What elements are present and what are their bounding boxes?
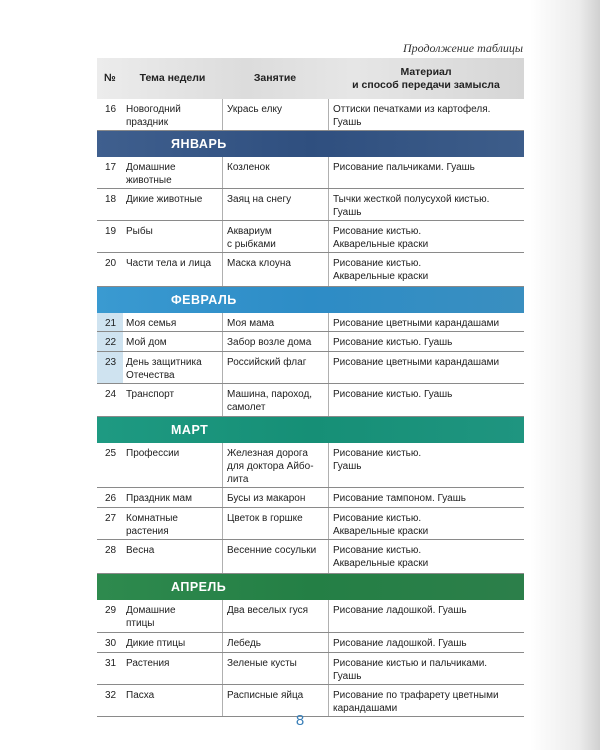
row-lesson xyxy=(222,443,328,487)
header-material xyxy=(328,58,524,99)
row-material-line: Оттиски печатками из картофеля. xyxy=(333,104,491,115)
row-theme xyxy=(123,443,222,487)
row-lesson xyxy=(222,313,328,331)
row-material-line: Рисование кистью. xyxy=(333,448,422,459)
schedule-table xyxy=(97,58,524,717)
table-row xyxy=(97,488,524,508)
row-theme xyxy=(123,221,222,252)
table-row xyxy=(97,313,524,332)
row-lesson xyxy=(222,384,328,416)
header-num: № xyxy=(104,72,116,84)
row-number: 30 xyxy=(105,638,117,649)
row-lesson-line: лита xyxy=(227,474,249,485)
row-number: 23 xyxy=(97,352,123,383)
row-theme xyxy=(123,99,222,130)
row-theme xyxy=(123,313,222,331)
row-theme-line: птицы xyxy=(126,618,155,629)
row-theme xyxy=(123,352,222,383)
row-material xyxy=(328,488,524,507)
row-material-line: Гуашь xyxy=(333,207,362,218)
row-theme-line: Домашние xyxy=(126,605,176,616)
row-lesson xyxy=(222,352,328,383)
row-theme-line: Транспорт xyxy=(126,389,175,400)
row-lesson xyxy=(222,508,328,539)
row-theme-line: Комнатные xyxy=(126,513,178,524)
header-theme: Тема недели xyxy=(139,72,206,84)
row-theme-line: Дикие животные xyxy=(126,194,203,205)
row-theme-line: Пасха xyxy=(126,690,155,701)
row-material xyxy=(328,313,524,331)
row-material-line: Акварельные краски xyxy=(333,271,429,282)
row-material xyxy=(328,99,524,130)
month-band-march: МАРТ xyxy=(97,417,524,443)
row-material-line: Рисование ладошкой. Гуашь xyxy=(333,638,467,649)
row-lesson-line: Российский флаг xyxy=(227,357,307,368)
row-material-line: Рисование цветными карандашами xyxy=(333,318,500,329)
row-lesson-line: Бусы из макарон xyxy=(227,493,306,504)
month-band-january: ЯНВАРЬ xyxy=(97,131,524,157)
row-theme xyxy=(123,600,222,632)
table-row xyxy=(97,332,524,352)
row-theme xyxy=(123,508,222,539)
table-row xyxy=(97,443,524,488)
row-lesson-line: Машина, пароход, xyxy=(227,389,313,400)
month-band-april: АПРЕЛЬ xyxy=(97,574,524,600)
row-theme-line: растения xyxy=(126,526,169,537)
row-theme-line: Растения xyxy=(126,658,170,669)
row-material-line: Рисование кистью. xyxy=(333,513,422,524)
table-row xyxy=(97,221,524,253)
row-theme-line: Части тела и лица xyxy=(126,258,212,269)
row-lesson xyxy=(222,99,328,130)
row-material-line: Тычки жесткой полусухой кистью. xyxy=(333,194,490,205)
row-material-line: Гуашь xyxy=(333,117,362,128)
table-row xyxy=(97,653,524,685)
row-material xyxy=(328,332,524,351)
row-theme xyxy=(123,384,222,416)
row-material xyxy=(328,653,524,684)
row-theme-line: Дикие птицы xyxy=(126,638,186,649)
row-lesson-line: Зеленые кусты xyxy=(227,658,297,669)
row-number: 26 xyxy=(105,493,117,504)
row-theme-line: Моя семья xyxy=(126,318,177,329)
row-material xyxy=(328,221,524,252)
row-number: 16 xyxy=(105,104,117,115)
row-lesson-line: Заяц на снегу xyxy=(227,194,292,205)
row-material xyxy=(328,633,524,652)
row-material xyxy=(328,600,524,632)
row-number: 27 xyxy=(105,513,117,524)
table-row xyxy=(97,540,524,574)
row-material-line: Рисование кистью. Гуашь xyxy=(333,337,453,348)
header-lesson: Занятие xyxy=(253,72,297,84)
row-material-line: Рисование тампоном. Гуашь xyxy=(333,493,466,504)
row-number: 31 xyxy=(105,658,117,669)
row-material xyxy=(328,352,524,383)
row-material-line: Рисование кистью. xyxy=(333,258,422,269)
row-number: 19 xyxy=(105,226,117,237)
row-theme xyxy=(123,157,222,188)
row-theme xyxy=(123,488,222,507)
row-lesson-line: с рыбками xyxy=(227,239,276,250)
row-number: 20 xyxy=(105,258,117,269)
header-material-line2: и способ передачи замысла xyxy=(352,78,500,91)
row-lesson-line: Два веселых гуся xyxy=(227,605,309,616)
row-theme xyxy=(123,540,222,573)
table-row xyxy=(97,99,524,131)
row-lesson-line: Железная дорога xyxy=(227,448,308,459)
row-material-line: Рисование ладошкой. Гуашь xyxy=(333,605,467,616)
row-theme-line: Весна xyxy=(126,545,155,556)
row-theme-line: День защитника xyxy=(126,357,202,368)
row-theme xyxy=(123,332,222,351)
row-lesson xyxy=(222,600,328,632)
row-material-line: Гуашь xyxy=(333,461,362,472)
row-lesson xyxy=(222,189,328,220)
row-material xyxy=(328,157,524,188)
month-band-february: ФЕВРАЛЬ xyxy=(97,287,524,313)
row-number: 29 xyxy=(105,605,117,616)
row-material-line: Рисование кистью. Гуашь xyxy=(333,389,453,400)
row-lesson xyxy=(222,253,328,286)
row-lesson xyxy=(222,157,328,188)
table-row xyxy=(97,600,524,633)
page-number: 8 xyxy=(295,712,305,729)
row-theme xyxy=(123,653,222,684)
row-material-line: Акварельные краски xyxy=(333,239,429,250)
row-material xyxy=(328,443,524,487)
row-lesson xyxy=(222,488,328,507)
row-lesson-line: самолет xyxy=(227,402,266,413)
row-material-line: Акварельные краски xyxy=(333,558,429,569)
row-material-line: Рисование пальчиками. Гуашь xyxy=(333,162,475,173)
row-material xyxy=(328,189,524,220)
row-lesson xyxy=(222,540,328,573)
row-lesson-line: Цветок в горшке xyxy=(227,513,303,524)
row-theme-line: праздник xyxy=(126,117,169,128)
row-theme xyxy=(123,189,222,220)
row-lesson-line: Укрась елку xyxy=(227,104,282,115)
row-number: 28 xyxy=(105,545,117,556)
row-number: 25 xyxy=(105,448,117,459)
row-theme-line: Рыбы xyxy=(126,226,153,237)
row-lesson-line: Расписные яйца xyxy=(227,690,304,701)
header-material-line1: Материал xyxy=(400,65,452,78)
row-theme-line: Мой дом xyxy=(126,337,167,348)
row-theme-line: Профессии xyxy=(126,448,180,459)
row-number: 32 xyxy=(105,690,117,701)
row-lesson xyxy=(222,653,328,684)
row-number: 22 xyxy=(97,332,123,351)
row-material xyxy=(328,384,524,416)
continuation-caption: Продолжение таблицы xyxy=(402,41,523,55)
row-lesson-line: Козленок xyxy=(227,162,270,173)
row-theme-line: Праздник мам xyxy=(126,493,192,504)
row-material-line: карандашами xyxy=(333,703,398,714)
row-theme-line: Домашние xyxy=(126,162,176,173)
row-theme-line: Новогодний xyxy=(126,104,181,115)
row-material xyxy=(328,508,524,539)
row-lesson xyxy=(222,221,328,252)
row-theme-line: животные xyxy=(126,175,172,186)
row-material-line: Гуашь xyxy=(333,671,362,682)
row-lesson-line: Забор возле дома xyxy=(227,337,312,348)
row-number: 17 xyxy=(105,162,117,173)
row-theme xyxy=(123,253,222,286)
table-row xyxy=(97,189,524,221)
table-row xyxy=(97,508,524,540)
page-edge-shadow xyxy=(530,0,600,750)
row-lesson-line: Весенние сосульки xyxy=(227,545,317,556)
table-row xyxy=(97,352,524,384)
row-lesson xyxy=(222,633,328,652)
table-row xyxy=(97,633,524,653)
row-number: 18 xyxy=(105,194,117,205)
row-material-line: Рисование кистью. xyxy=(333,545,422,556)
row-material-line: Рисование по трафарету цветными xyxy=(333,690,499,701)
row-theme xyxy=(123,633,222,652)
table-row xyxy=(97,384,524,417)
table-header xyxy=(97,58,524,99)
row-material-line: Рисование кистью и пальчиками. xyxy=(333,658,488,669)
row-number: 24 xyxy=(105,389,117,400)
row-lesson xyxy=(222,332,328,351)
row-lesson-line: Маска клоуна xyxy=(227,258,291,269)
row-material-line: Акварельные краски xyxy=(333,526,429,537)
row-lesson-line: для доктора Айбо- xyxy=(227,461,314,472)
row-lesson-line: Лебедь xyxy=(227,638,262,649)
row-lesson-line: Аквариум xyxy=(227,226,272,237)
row-theme-line: Отечества xyxy=(126,370,175,381)
row-material-line: Рисование цветными карандашами xyxy=(333,357,500,368)
row-material xyxy=(328,253,524,286)
row-material xyxy=(328,540,524,573)
table-row xyxy=(97,157,524,189)
row-number: 21 xyxy=(97,313,123,331)
row-lesson-line: Моя мама xyxy=(227,318,275,329)
row-material-line: Рисование кистью. xyxy=(333,226,422,237)
table-row xyxy=(97,253,524,287)
